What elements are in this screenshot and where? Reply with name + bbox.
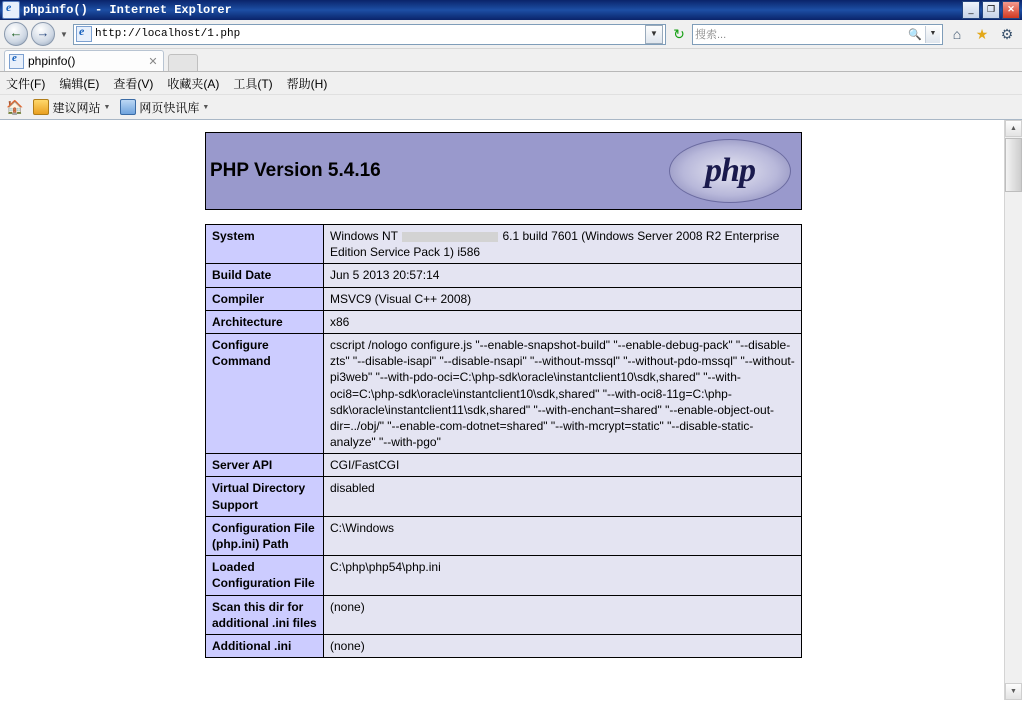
table-row: [206, 264, 802, 287]
menu-item-edit[interactable]: 编辑(E): [59, 76, 100, 91]
tab-label: phpinfo(): [28, 54, 76, 68]
back-button[interactable]: ←: [4, 22, 28, 46]
suggested-sites-icon: [33, 99, 49, 115]
refresh-button[interactable]: ↻: [673, 26, 685, 42]
row-key: System: [206, 225, 324, 264]
row-key: Scan this dir for additional .ini files: [206, 595, 324, 634]
page-title: PHP Version 5.4.16: [210, 160, 381, 181]
row-value: (none): [324, 634, 802, 657]
php-version-header: [205, 132, 802, 210]
row-value: disabled: [324, 477, 802, 516]
search-box[interactable]: [692, 24, 943, 45]
scrollbar-thumb[interactable]: [1005, 138, 1022, 192]
table-row: [206, 310, 802, 333]
row-value: C:\Windows: [324, 516, 802, 555]
favorites-item-suggested-sites[interactable]: [33, 99, 110, 116]
table-row: [206, 477, 802, 516]
row-value: (none): [324, 595, 802, 634]
tab-close-icon[interactable]: ✕: [148, 55, 158, 68]
table-row: [206, 287, 802, 310]
tab-favicon-icon: [9, 54, 24, 69]
row-value: x86: [324, 310, 802, 333]
menu-bar: [0, 72, 1022, 95]
window-controls: [962, 1, 1020, 19]
search-dropdown-icon[interactable]: ▼: [925, 26, 940, 43]
new-tab-button[interactable]: [168, 54, 198, 71]
redacted-block: [402, 232, 498, 242]
gear-icon[interactable]: ⚙: [1000, 26, 1014, 42]
menu-item-tools[interactable]: 工具(T): [233, 76, 273, 91]
row-key: Additional .ini: [206, 634, 324, 657]
page-favicon-icon: [76, 26, 92, 42]
minimize-button[interactable]: _: [962, 1, 980, 19]
search-icon[interactable]: 🔍: [908, 28, 922, 41]
scroll-down-button[interactable]: ▼: [1005, 683, 1022, 700]
page-viewport: [0, 120, 1022, 700]
menu-item-view[interactable]: 查看(V): [113, 76, 154, 91]
vertical-scrollbar[interactable]: [1004, 120, 1022, 700]
table-row: [206, 595, 802, 634]
tab-phpinfo[interactable]: [4, 50, 164, 71]
phpinfo-document: [0, 120, 1022, 658]
address-input[interactable]: http://localhost/1.php: [95, 28, 241, 40]
home-icon[interactable]: ⌂: [952, 26, 962, 42]
close-button[interactable]: ✕: [1002, 1, 1020, 19]
chevron-down-icon[interactable]: ▼: [202, 103, 210, 111]
table-row: [206, 454, 802, 477]
chevron-down-icon[interactable]: ▼: [103, 103, 111, 111]
table-row: [206, 225, 802, 264]
favorites-item-label: 建议网站: [52, 100, 101, 115]
row-value: C:\php\php54\php.ini: [324, 556, 802, 595]
row-value-pre: Windows NT: [330, 229, 402, 243]
favorites-home-icon[interactable]: 🏠: [6, 98, 24, 115]
table-row: [206, 634, 802, 657]
window-titlebar: [0, 0, 1022, 20]
phpinfo-table: [205, 224, 802, 658]
row-key: Loaded Configuration File: [206, 556, 324, 595]
row-key: Configuration File (php.ini) Path: [206, 516, 324, 555]
address-bar[interactable]: [73, 24, 666, 45]
row-key: Virtual Directory Support: [206, 477, 324, 516]
row-value: MSVC9 (Visual C++ 2008): [324, 287, 802, 310]
row-key: Server API: [206, 454, 324, 477]
address-dropdown-icon[interactable]: ▼: [645, 25, 663, 44]
table-row: [206, 556, 802, 595]
row-value: CGI/FastCGI: [324, 454, 802, 477]
php-logo-text: php: [705, 152, 755, 189]
favorites-item-label: 网页快讯库: [139, 100, 200, 115]
menu-item-help[interactable]: 帮助(H): [286, 76, 328, 91]
php-logo-icon: [669, 139, 791, 203]
window-title: phpinfo() - Internet Explorer: [23, 3, 232, 17]
scroll-up-button[interactable]: ▲: [1005, 120, 1022, 137]
favorites-item-web-slice[interactable]: [120, 99, 209, 116]
table-row: [206, 516, 802, 555]
star-icon[interactable]: ★: [975, 26, 989, 42]
ie-icon: [2, 1, 20, 19]
row-value: Jun 5 2013 20:57:14: [324, 264, 802, 287]
row-value: [324, 225, 802, 264]
row-key: Architecture: [206, 310, 324, 333]
row-key: Compiler: [206, 287, 324, 310]
table-row: [206, 333, 802, 453]
maximize-button[interactable]: ❐: [982, 1, 1000, 19]
menu-item-favorites[interactable]: 收藏夹(A): [167, 76, 220, 91]
web-slice-icon: [120, 99, 136, 115]
tab-strip: [0, 49, 1022, 72]
forward-button[interactable]: →: [31, 22, 55, 46]
row-value-post: 6.1 build 7601 (Windows Server 2008 R2 Enterprise Edition Service Pack 1) i586: [330, 229, 780, 260]
row-key: Configure Command: [206, 333, 324, 453]
history-dropdown-icon[interactable]: ▼: [60, 29, 68, 39]
search-input[interactable]: 搜索...: [695, 29, 727, 41]
favorites-bar: [0, 95, 1022, 120]
menu-item-file[interactable]: 文件(F): [6, 76, 46, 91]
navigation-toolbar: [0, 20, 1022, 49]
row-key: Build Date: [206, 264, 324, 287]
row-value: cscript /nologo configure.js "--enable-snapshot-build" "--enable-debug-pack" "--disable-zts" "--disable-isapi" "--disable-nsapi" "--without-mssql" "--without-pdo-mssql" "--without-pi3web" "--with-pdo-oci=C:\php-sdk\oracle\instantclient10\sdk,shared" "--with-oci8=C:\php-sdk\oracle\instantclient10\sdk,shared" "--with-oci8-11g=C:\php-sdk\oracle\instantclient11\sdk,shared" "--with-enchant=shared" "--enable-object-out-dir=../obj/" "--enable-com-dotnet=shared" "--with-mcrypt=static" "--disable-static-analyze" "--with-pgo": [324, 333, 802, 453]
